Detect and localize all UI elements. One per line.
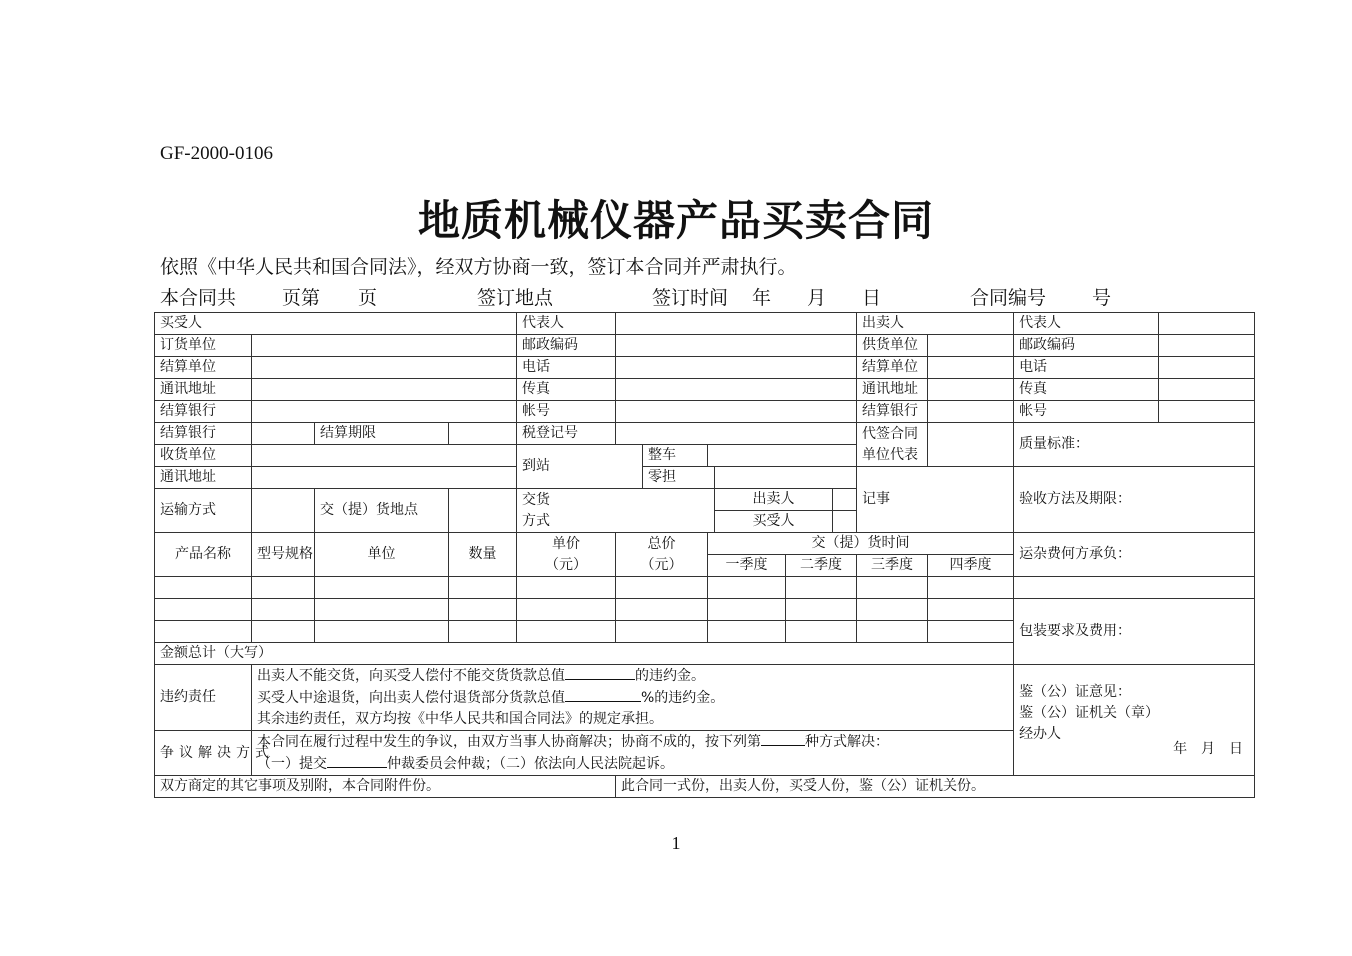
seller-bank-field[interactable] [928,401,1014,423]
seller-representative-label: 代表人 [1014,313,1159,335]
seller-phone-field[interactable] [1159,357,1255,379]
delivery-buyer-field[interactable] [833,511,857,533]
product-cell[interactable] [857,577,928,599]
seller-bank-label: 结算银行 [857,401,928,423]
buyer-phone-field[interactable] [616,357,857,379]
form-code: GF-2000-0106 [160,143,273,164]
table-row [155,401,1255,423]
receive-address-field[interactable] [252,467,517,489]
seller-label: 出卖人 [857,313,1014,335]
seller-settle-unit-field[interactable] [928,357,1014,379]
dispute-line1-text: 本合同在履行过程中发生的争议，由双方当事人协商解决；协商不成的，按下列第 [257,734,761,750]
dispute-line1 [257,731,1008,753]
seller-settle-unit-label: 结算单位 [857,357,928,379]
tax-no-field[interactable] [616,423,857,445]
product-cell[interactable] [315,599,449,621]
buyer-bank-label: 结算银行 [155,401,252,423]
delivery-method-line1: 交货 [522,491,550,508]
agent-label [857,423,928,467]
notary-line2: 鉴（公）证机关（章） [1019,704,1160,721]
buyer-label: 买受人 [155,313,517,335]
notary-line1: 鉴（公）证意见： [1019,683,1132,700]
buyer-settle-unit-field[interactable] [252,357,517,379]
quantity-header: 数量 [449,533,517,577]
buyer-settle-unit-label: 结算单位 [155,357,252,379]
product-cell[interactable] [155,621,252,643]
contract-number-label: 合同编号 [970,287,1047,309]
product-cell[interactable] [616,621,708,643]
notary-line3: 经办人 [1019,725,1062,742]
seller-address-label: 通讯地址 [857,379,928,401]
table-row [155,577,1255,599]
liability-terms [252,665,1014,731]
product-cell[interactable] [315,621,449,643]
product-cell[interactable] [155,577,252,599]
seller-fax-label: 传真 [1014,379,1159,401]
product-cell[interactable] [786,577,857,599]
other-matters[interactable]: 双方商定的其它事项及别附，本合同附件份。 [155,776,616,798]
model-header: 型号规格 [252,533,315,577]
supply-unit-field[interactable] [928,335,1014,357]
number-suffix: 号 [1092,287,1112,309]
settle-period-label: 结算期限 [315,423,449,445]
partial-field[interactable] [715,467,857,489]
contract-title: 地质机械仪器产品买卖合同 [417,196,934,245]
buyer-representative-field[interactable] [616,313,857,335]
seller-fax-field[interactable] [1159,379,1255,401]
table-row [155,423,1255,445]
buyer-address-field[interactable] [252,379,517,401]
table-row [155,533,1255,555]
tax-no-label: 税登记号 [517,423,616,445]
dispute-line2 [257,753,1008,775]
total-price-header [616,533,708,577]
product-cell[interactable] [857,621,928,643]
freight-bearer[interactable]: 运杂费何方承负： [1014,533,1255,577]
page-count-label: 本合同共 [160,287,237,309]
product-cell[interactable] [928,621,1014,643]
unit-price-line2: （元） [545,556,587,573]
delivery-method-label [517,489,715,533]
liability-line2-text: 买受人中途退货，向出卖人偿付退货部分货款总值 [257,690,565,706]
product-cell[interactable] [708,577,786,599]
liability-line1 [257,665,1008,687]
seller-representative-field[interactable] [1159,313,1255,335]
dispute-blank-2[interactable] [327,753,387,768]
delivery-place-label: 交（提）货地点 [315,489,449,533]
notary-date: 年 月 日 [1173,740,1244,757]
settle-bank-field[interactable] [252,423,315,445]
sign-place-label: 签订地点 [477,287,554,309]
buyer-representative-label: 代表人 [517,313,616,335]
quality-standard[interactable]: 质量标准： [1014,423,1255,467]
product-cell[interactable] [517,621,616,643]
page-label: 页 [358,287,378,309]
delivery-buyer-label: 买受人 [715,511,833,533]
partial-label: 零担 [643,467,715,489]
delivery-seller-field[interactable] [833,489,857,511]
buyer-postcode-label: 邮政编码 [517,335,616,357]
buyer-postcode-field[interactable] [616,335,857,357]
supply-unit-label: 供货单位 [857,335,928,357]
delivery-seller-label: 出卖人 [715,489,833,511]
q1-header: 一季度 [708,555,786,577]
buyer-phone-label: 电话 [517,357,616,379]
q4-header: 四季度 [928,555,1014,577]
table-row [155,379,1255,401]
buyer-bank-field[interactable] [252,401,517,423]
table-row [155,313,1255,335]
q2-header: 二季度 [786,555,857,577]
dispute-terms [252,731,1014,776]
liability-blank-1[interactable] [565,665,635,680]
agent-label-line1: 代签合同 [862,425,919,442]
settle-period-field[interactable] [449,423,517,445]
inspection-method[interactable]: 验收方法及期限： [1014,467,1255,533]
delivery-method-line2: 方式 [522,512,550,529]
seller-phone-label: 电话 [1014,357,1159,379]
product-name-header: 产品名称 [155,533,252,577]
liability-line2-end: %的违约金。 [641,690,725,706]
agent-field[interactable] [928,423,1014,467]
settle-bank-label: 结算银行 [155,423,252,445]
liability-line2 [257,687,1008,709]
product-cell[interactable] [449,599,517,621]
liability-blank-2[interactable] [565,687,641,702]
product-cell[interactable] [252,577,315,599]
transport-label: 运输方式 [155,489,252,533]
receive-unit-label: 收货单位 [155,445,252,467]
seller-postcode-field[interactable] [1159,335,1255,357]
table-row [155,776,1255,798]
seller-account-field[interactable] [1159,401,1255,423]
month-label: 月 [807,287,827,309]
product-cell[interactable] [517,599,616,621]
liability-label: 违约责任 [155,665,252,731]
seller-account-label: 帐号 [1014,401,1159,423]
liability-line1-text: 出卖人不能交货，向买受人偿付不能交货货款总值 [257,668,565,684]
unit-price-line1: 单价 [552,535,580,552]
total-price-line1: 总价 [647,535,676,552]
product-cell[interactable] [786,599,857,621]
buyer-fax-field[interactable] [616,379,857,401]
product-cell[interactable] [928,599,1014,621]
unit-price-header [517,533,616,577]
unit-header: 单位 [315,533,449,577]
product-cell[interactable] [449,621,517,643]
total-price-line2: （元） [640,556,683,573]
product-cell[interactable] [857,599,928,621]
product-cell[interactable] [315,577,449,599]
dispute-line1-end: 种方式解决： [805,734,889,750]
order-unit-label: 订货单位 [155,335,252,357]
product-cell[interactable] [449,577,517,599]
product-cell[interactable] [252,599,315,621]
seller-postcode-label: 邮政编码 [1014,335,1159,357]
buyer-account-label: 帐号 [517,401,616,423]
dispute-line2-end: 仲裁委员会仲裁；（二）依法向人民法院起诉。 [387,756,674,772]
liability-line1-end: 的违约金。 [635,668,705,684]
intro-text: 依照《中华人民共和国合同法》，经双方协商一致，签订本合同并严肃执行。 [160,256,797,278]
notes-label[interactable]: 记事 [857,467,1014,533]
product-cell[interactable] [155,599,252,621]
dispute-line2-text: （一）提交 [257,756,327,772]
product-cell[interactable] [517,577,616,599]
buyer-fax-label: 传真 [517,379,616,401]
dispute-blank-1[interactable] [761,731,805,746]
buyer-account-field[interactable] [616,401,857,423]
page-of-label: 页第 [282,287,321,309]
product-cell[interactable] [252,621,315,643]
total-amount[interactable]: 金额总计（大写） [155,643,1014,665]
station-label: 到站 [517,445,643,489]
table-row [155,599,1255,621]
product-cell[interactable] [928,577,1014,599]
table-row [155,335,1255,357]
page-number: 1 [671,833,681,853]
order-unit-field[interactable] [252,335,517,357]
day-label: 日 [862,287,882,309]
product-cell[interactable] [616,599,708,621]
notary-opinion[interactable] [1014,665,1255,776]
delivery-time-header: 交（提）货时间 [708,533,1014,555]
receive-unit-field[interactable] [252,445,517,467]
packaging-requirements[interactable]: 包装要求及费用： [1014,599,1255,665]
receive-address-label: 通讯地址 [155,467,252,489]
agent-label-line2: 单位代表 [862,446,919,463]
transport-field[interactable] [252,489,315,533]
product-cell[interactable] [616,577,708,599]
year-label: 年 [752,287,772,309]
liability-line3: 其余违约责任，双方均按《中华人民共和国合同法》的规定承担。 [257,711,663,727]
delivery-place-field[interactable] [449,489,517,533]
contract-copies[interactable]: 此合同一式份，出卖人份，买受人份，鉴（公）证机关份。 [616,776,1255,798]
table-row [155,467,1255,489]
full-car-label: 整车 [643,445,708,467]
contract-form-table [154,312,1255,798]
buyer-address-label: 通讯地址 [155,379,252,401]
product-side-cell[interactable] [1014,577,1255,599]
product-cell[interactable] [708,621,786,643]
table-row [155,357,1255,379]
seller-address-field[interactable] [928,379,1014,401]
q3-header: 三季度 [857,555,928,577]
dispute-label: 争议解决方式 [155,731,252,776]
full-car-field[interactable] [708,445,857,467]
product-cell[interactable] [786,621,857,643]
product-cell[interactable] [708,599,786,621]
table-row [155,665,1255,731]
sign-time-label: 签订时间 [652,287,729,309]
